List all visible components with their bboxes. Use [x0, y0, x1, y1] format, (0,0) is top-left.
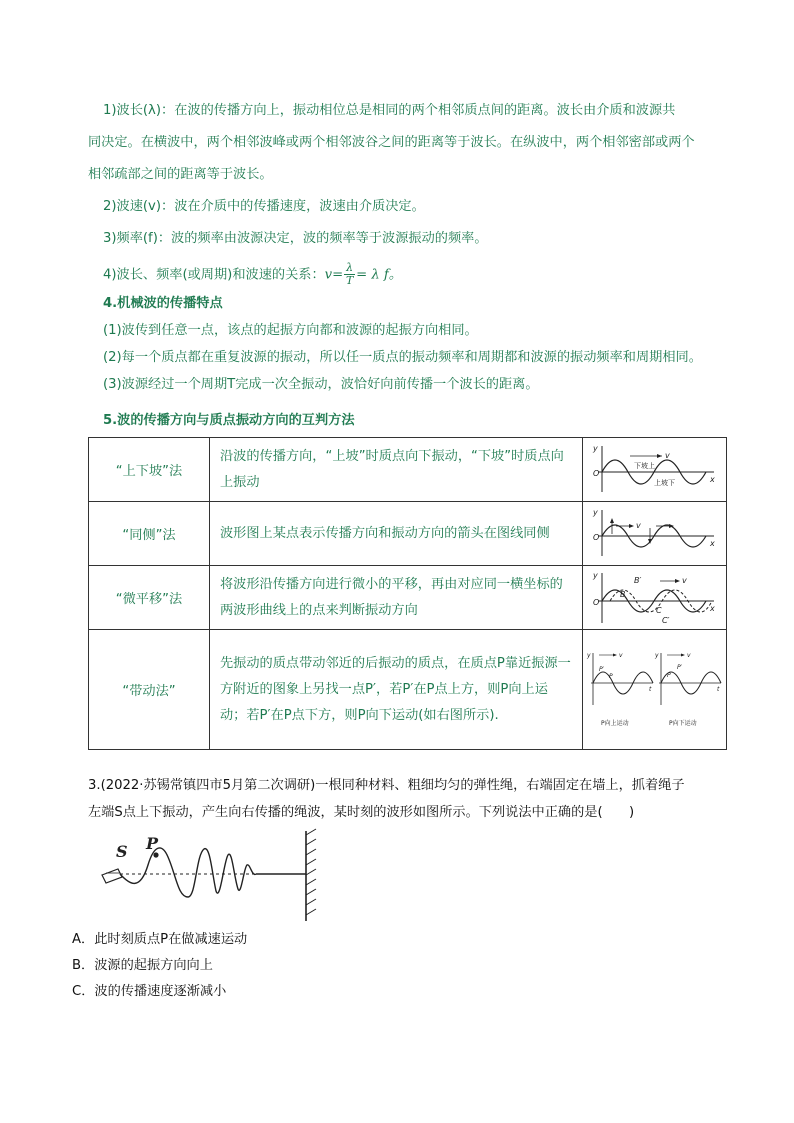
relation-rest: = λ f。 — [356, 267, 402, 283]
method-name: “上下坡”法 — [89, 438, 210, 502]
method-name: “同侧”法 — [89, 502, 210, 566]
uphill-diagram — [590, 442, 720, 498]
axis-x: x — [709, 538, 715, 548]
method-desc: 沿波的传播方向，“上坡”时质点向下振动，“下坡”时质点向上振动 — [210, 438, 583, 502]
option-a[interactable]: A．此时刻质点P在做减速运动 — [72, 932, 248, 947]
relation-numerator: λ — [346, 261, 354, 274]
method-figure-drive — [583, 630, 727, 750]
method-desc: 波形图上某点表示传播方向和振动方向的箭头在图线同侧 — [210, 502, 583, 566]
axis-origin: O — [592, 468, 599, 478]
arrow-v: v — [681, 575, 687, 585]
sameside-diagram — [590, 506, 720, 562]
method-name: “带动法” — [89, 630, 210, 750]
section4-item-3: (3)波源经过一个周期T完成一次全振动，波恰好向前传播一个波长的距离。 — [103, 377, 539, 392]
rope-wave-figure — [96, 825, 336, 925]
label-pp: P′ — [598, 665, 604, 673]
arrow-v: v — [664, 450, 670, 460]
method-figure-shift — [583, 566, 727, 630]
question-stem-line2: 左端S点上下振动，产生向右传播的绳波，某时刻的波形如图所示。下列说法中正确的是( ) — [88, 805, 635, 820]
def-frequency: 3)频率(f)：波的频率由波源决定，波的频率等于波源振动的频率。 — [103, 231, 488, 246]
section5-title: 5.波的传播方向与质点振动方向的互判方法 — [103, 413, 355, 428]
arrow-v: v — [686, 651, 691, 659]
section4-item-2: (2)每一个质点都在重复波源的振动，所以任一质点的振动频率和周期都和波源的振动频率和周期相同。 — [103, 350, 702, 365]
shift-diagram — [590, 569, 720, 627]
option-c[interactable]: C．波的传播速度逐渐减小 — [72, 984, 227, 999]
section4-title: 4.机械波的传播特点 — [103, 296, 223, 311]
table-row — [89, 502, 727, 566]
axis-y: y — [592, 507, 598, 517]
drive-diagram — [585, 645, 725, 735]
caption-p-up: P向上运动 — [600, 719, 629, 727]
axis-y: y — [592, 443, 598, 453]
axis-y: y — [586, 651, 591, 659]
method-desc: 将波形沿传播方向进行微小的平移，再由对应同一横坐标的两波形曲线上的点来判断振动方向 — [210, 566, 583, 630]
relation-v: v= — [324, 267, 344, 283]
relation-denominator: T — [345, 274, 354, 287]
label-p: P — [666, 671, 671, 679]
method-name: “微平移”法 — [89, 566, 210, 630]
def-wavelength-line1: 1)波长(λ)：在波的传播方向上，振动相位总是相同的两个相邻质点间的距离。波长由介质和波源共 — [103, 103, 676, 118]
option-b[interactable]: B．波源的起振方向向上 — [72, 958, 213, 973]
table-row — [89, 566, 727, 630]
method-figure-sameside — [583, 502, 727, 566]
def-relation — [103, 262, 402, 289]
axis-x: x — [709, 603, 715, 613]
axis-y: y — [592, 570, 598, 580]
label-bp: B′ — [633, 575, 641, 585]
methods-table — [88, 437, 727, 750]
label-p: P — [146, 834, 159, 853]
def-wavelength-line2: 同决定。在横波中，两个相邻波峰或两个相邻波谷之间的距离等于波长。在纵波中，两个相邻密部或两个 — [88, 135, 695, 150]
def-speed: 2)波速(v)：波在介质中的传播速度，波速由介质决定。 — [103, 199, 425, 214]
label-cp: C′ — [661, 615, 669, 625]
method-figure-uphill — [583, 438, 727, 502]
relation-prefix: 4)波长、频率(或周期)和波速的关系： — [103, 267, 325, 283]
axis-origin: O — [592, 532, 599, 542]
question-stem-line1: 3.(2022·苏锡常镇四市5月第二次调研)一根同种材料、粗细均匀的弹性绳，右端固定在墙上，抓着绳子 — [88, 778, 685, 793]
label-uphill: 下坡上 — [633, 461, 655, 470]
axis-origin: O — [592, 597, 599, 607]
label-pp: P′ — [676, 663, 682, 671]
axis-t: t — [648, 685, 651, 693]
relation-fraction — [344, 262, 355, 287]
table-row — [89, 438, 727, 502]
label-b: B — [619, 589, 625, 599]
arrow-v: v — [635, 520, 641, 530]
label-c: C — [655, 605, 662, 615]
axis-x: x — [709, 474, 715, 484]
label-p: P — [608, 672, 613, 680]
axis-t: t — [716, 685, 719, 693]
arrow-v: v — [618, 651, 623, 659]
label-s: S — [116, 842, 128, 861]
method-desc: 先振动的质点带动邻近的后振动的质点，在质点P靠近振源一方附近的图象上另找一点P′，若P′在P点上方，则P向上运动；若P′在P点下方，则P向下运动(如右图所示). — [210, 630, 583, 750]
def-wavelength-line3: 相邻疏部之间的距离等于波长。 — [88, 167, 273, 182]
label-downhill: 上坡下 — [653, 478, 675, 487]
caption-p-down: P向下运动 — [668, 719, 697, 727]
section4-item-1: (1)波传到任意一点，该点的起振方向都和波源的起振方向相同。 — [103, 323, 478, 338]
table-row — [89, 630, 727, 750]
axis-y: y — [654, 651, 659, 659]
